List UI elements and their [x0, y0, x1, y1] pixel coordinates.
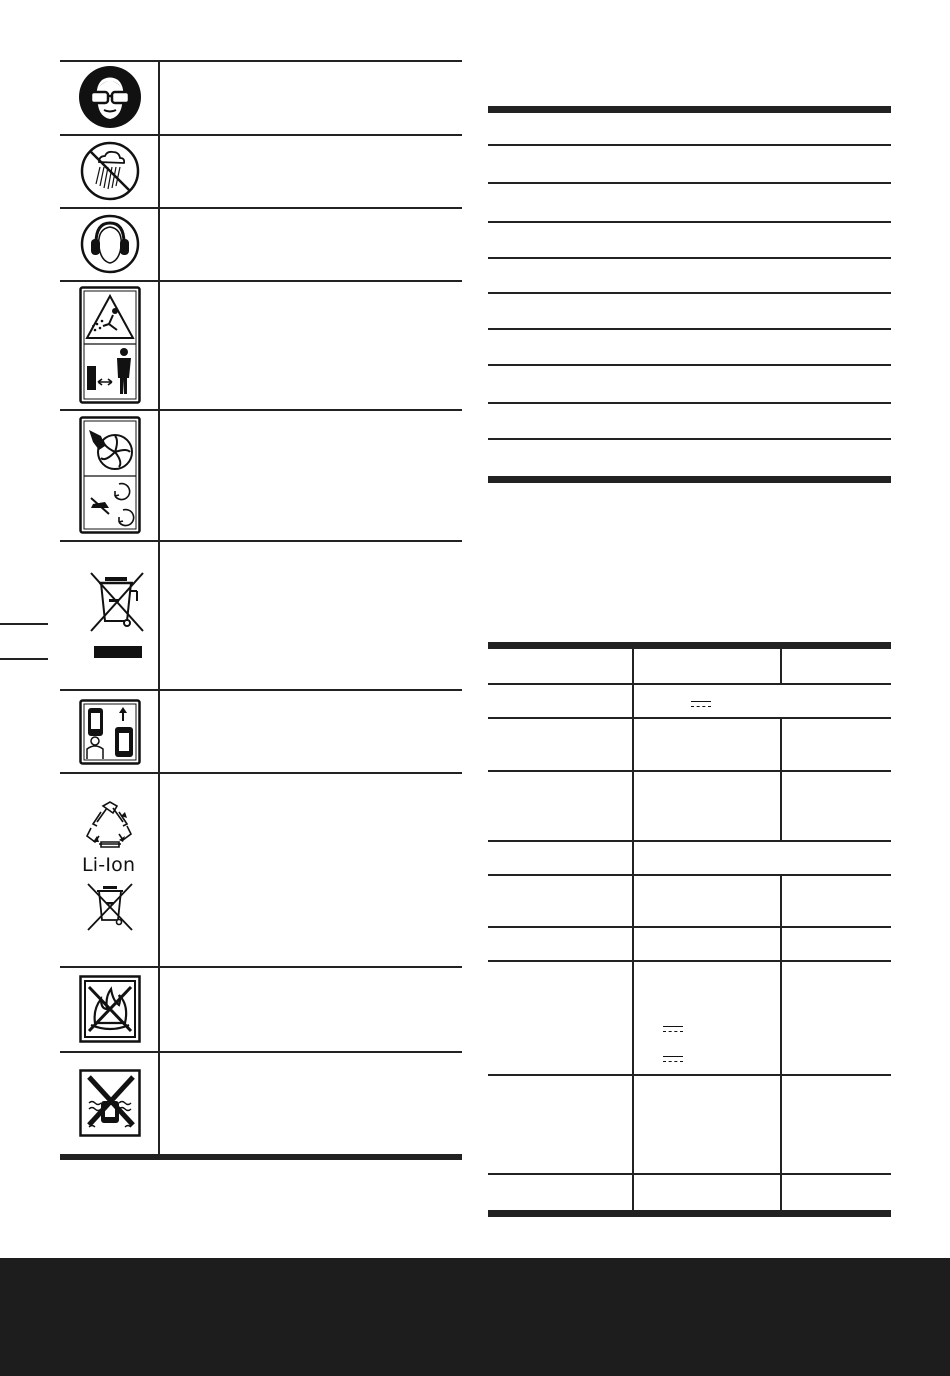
lower-table-row-rule: [488, 717, 891, 719]
lower-table-col-divider-1: [632, 649, 634, 1212]
upper-table-row-rule: [488, 292, 891, 294]
symbol-row-rule: [60, 540, 462, 542]
symbol-row-rule: [60, 689, 462, 691]
lower-table-row-rule: [488, 874, 891, 876]
lower-table-row-rule: [488, 1173, 891, 1175]
footer-band: [0, 1258, 950, 1376]
crossed-bin-icon: [80, 560, 152, 660]
upper-table-row-rule: [488, 364, 891, 366]
dc-voltage-symbol: [663, 1056, 683, 1064]
upper-table-row-rule: [488, 182, 891, 184]
lower-table-row-rule: [488, 840, 891, 842]
crossed-bin-small-icon: [82, 880, 138, 934]
upper-table-row-rule: [488, 221, 891, 223]
no-fire-icon: [77, 973, 143, 1045]
li-ion-label: Li-Ion: [82, 854, 136, 876]
upper-table-row-rule: [488, 328, 891, 330]
lower-table-row-rule: [488, 770, 891, 772]
upper-table-row-rule: [488, 257, 891, 259]
dc-voltage-symbol: [691, 701, 711, 709]
ear-muffs-icon: [77, 210, 143, 278]
symbol-row-rule: [60, 280, 462, 282]
margin-tab-bottom-line: [0, 658, 48, 660]
symbol-row-rule: [60, 134, 462, 136]
keep-distance-icon: [77, 285, 143, 405]
rotating-fan-icon: [77, 415, 143, 535]
upper-table-row-rule: [488, 402, 891, 404]
lower-table-col-divider-2: [780, 649, 782, 684]
remove-battery-icon: [77, 697, 143, 767]
symbol-row-rule: [60, 966, 462, 968]
upper-table-bottom-rule: [488, 476, 891, 483]
symbol-table-bottom-rule: [60, 1154, 462, 1160]
symbol-row-rule: [60, 772, 462, 774]
lower-table-bottom-rule: [488, 1210, 891, 1217]
symbol-table-top-rule: [60, 60, 462, 62]
recycle-li-ion-icon: [82, 800, 138, 850]
lower-table-top-rule: [488, 642, 891, 649]
upper-table-row-rule: [488, 144, 891, 146]
lower-table-row-rule: [488, 683, 891, 685]
symbol-row-rule: [60, 409, 462, 411]
lower-table-row-rule: [488, 926, 891, 928]
lower-table-col-divider-2: [780, 717, 782, 841]
symbol-table-divider: [158, 60, 160, 1160]
no-rain-icon: [77, 137, 143, 205]
upper-table-top-rule: [488, 106, 891, 113]
no-water-icon: [77, 1067, 143, 1139]
dc-voltage-symbol: [663, 1026, 683, 1034]
lower-table-row-rule: [488, 1074, 891, 1076]
safety-glasses-icon: [77, 63, 143, 131]
margin-tab-top-line: [0, 623, 48, 625]
symbol-row-rule: [60, 1051, 462, 1053]
symbol-row-rule: [60, 207, 462, 209]
lower-table-row-rule: [488, 960, 891, 962]
upper-table-row-rule: [488, 438, 891, 440]
